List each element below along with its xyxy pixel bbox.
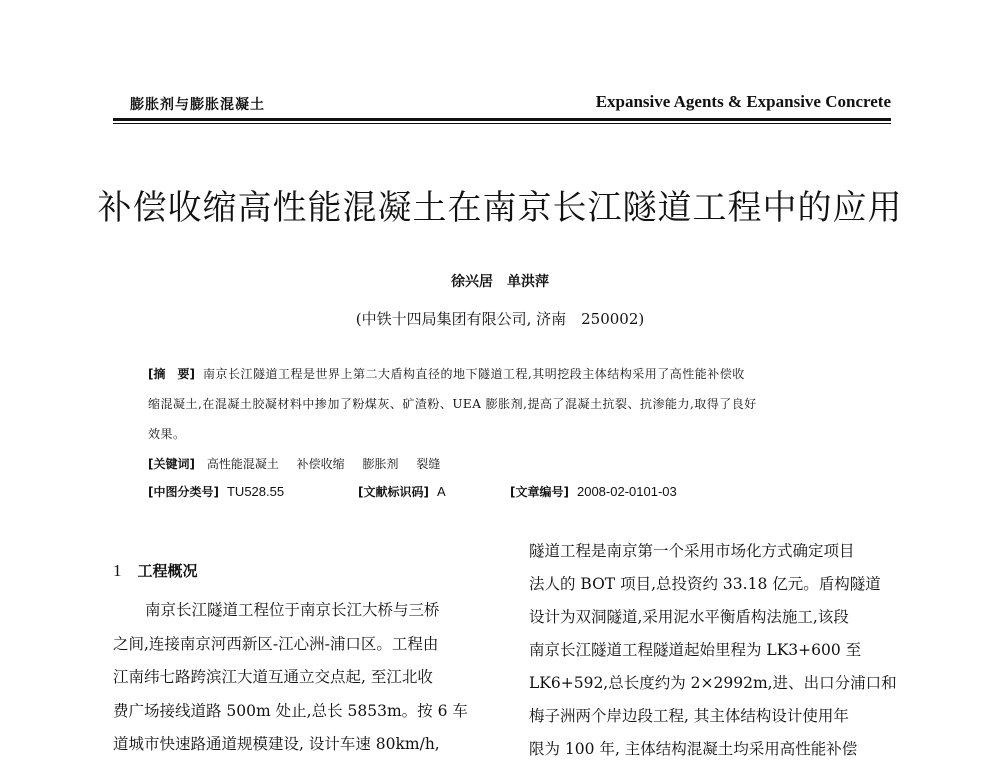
article-number-tag: [文章编号] — [510, 485, 569, 499]
body-line: 道城市快速路通道规模建设, 设计车速 80km/h, — [113, 735, 440, 753]
keywords-row — [148, 455, 454, 472]
keyword-item: 补偿收缩 — [296, 457, 345, 471]
article-number-value: 2008-02-0101-03 — [576, 484, 677, 499]
header-journal-title-en: Expansive Agents & Expansive Concrete — [595, 92, 891, 111]
body-line: 之间,连接南京河西新区-江心洲-浦口区。工程由 — [113, 634, 439, 653]
paper-affiliation: (中铁十四局集团有限公司, 济南 250002) — [355, 310, 645, 328]
article-number — [510, 483, 677, 500]
body-line: 南京长江隧道工程位于南京长江大桥与三桥 — [145, 601, 440, 619]
paper-authors: 徐兴居 单洪萍 — [451, 274, 549, 290]
body-line: 南京长江隧道工程隧道起始里程为 LK3+600 至 — [529, 641, 862, 659]
header-journal-title-cn: 膨胀剂与膨胀混凝土 — [130, 97, 265, 113]
body-line: 梅子洲两个岸边段工程, 其主体结构设计使用年 — [529, 707, 849, 725]
class-number-tag: [中图分类号] — [148, 485, 219, 499]
document-code — [358, 483, 446, 500]
body-line: 费广场接线道路 500m 处止,总长 5853m。按 6 车 — [113, 701, 468, 720]
document-code-value: A — [436, 484, 446, 499]
right-column — [529, 535, 897, 766]
keyword-item: 高性能混凝土 — [206, 457, 279, 471]
body-line: 限为 100 年, 主体结构混凝土均采用高性能补偿 — [529, 740, 858, 758]
abstract-line — [148, 419, 888, 449]
abstract-text: 南京长江隧道工程是世界上第二大盾构直径的地下隧道工程,其明挖段主体结构采用了高性能补偿收 — [202, 367, 745, 381]
body-line: LK6+592,总长度约为 2×2992m,进、出口分浦口和 — [529, 674, 897, 692]
class-number — [148, 483, 284, 500]
abstract-text: 缩混凝土,在混凝土胶凝材料中掺加了粉煤灰、矿渣粉、UEA 膨胀剂,提高了混凝土抗裂、抗渗能力,取得了良好 — [148, 397, 757, 411]
header-rule-thick — [113, 118, 891, 121]
left-column — [113, 594, 495, 762]
abstract-line — [148, 389, 888, 419]
abstract-tag: [摘 要] — [148, 367, 195, 381]
keyword-item: 膨胀剂 — [362, 457, 399, 471]
section-number: 1 — [113, 561, 122, 580]
keyword-item: 裂缝 — [416, 457, 441, 471]
document-code-tag: [文献标识码] — [358, 485, 429, 499]
body-line: 设计为双洞隧道,采用泥水平衡盾构法施工,该段 — [529, 608, 849, 626]
body-line: 江南纬七路跨滨江大道互通立交点起, 至江北收 — [113, 668, 433, 686]
header-rule-thin — [113, 123, 891, 124]
abstract-text: 效果。 — [148, 427, 186, 441]
section-heading — [113, 560, 198, 581]
body-line: 法人的 BOT 项目,总投资约 33.18 亿元。盾构隧道 — [529, 575, 881, 593]
class-number-value: TU528.55 — [226, 484, 285, 499]
running-header — [113, 86, 891, 118]
abstract-line — [148, 359, 888, 389]
keywords-tag: [关键词] — [148, 457, 195, 471]
paper-title: 补偿收缩高性能混凝土在南京长江隧道工程中的应用 — [97, 188, 903, 228]
section-title: 工程概况 — [137, 562, 198, 580]
abstract-block — [148, 359, 888, 449]
body-line: 隧道工程是南京第一个采用市场化方式确定项目 — [529, 542, 855, 560]
